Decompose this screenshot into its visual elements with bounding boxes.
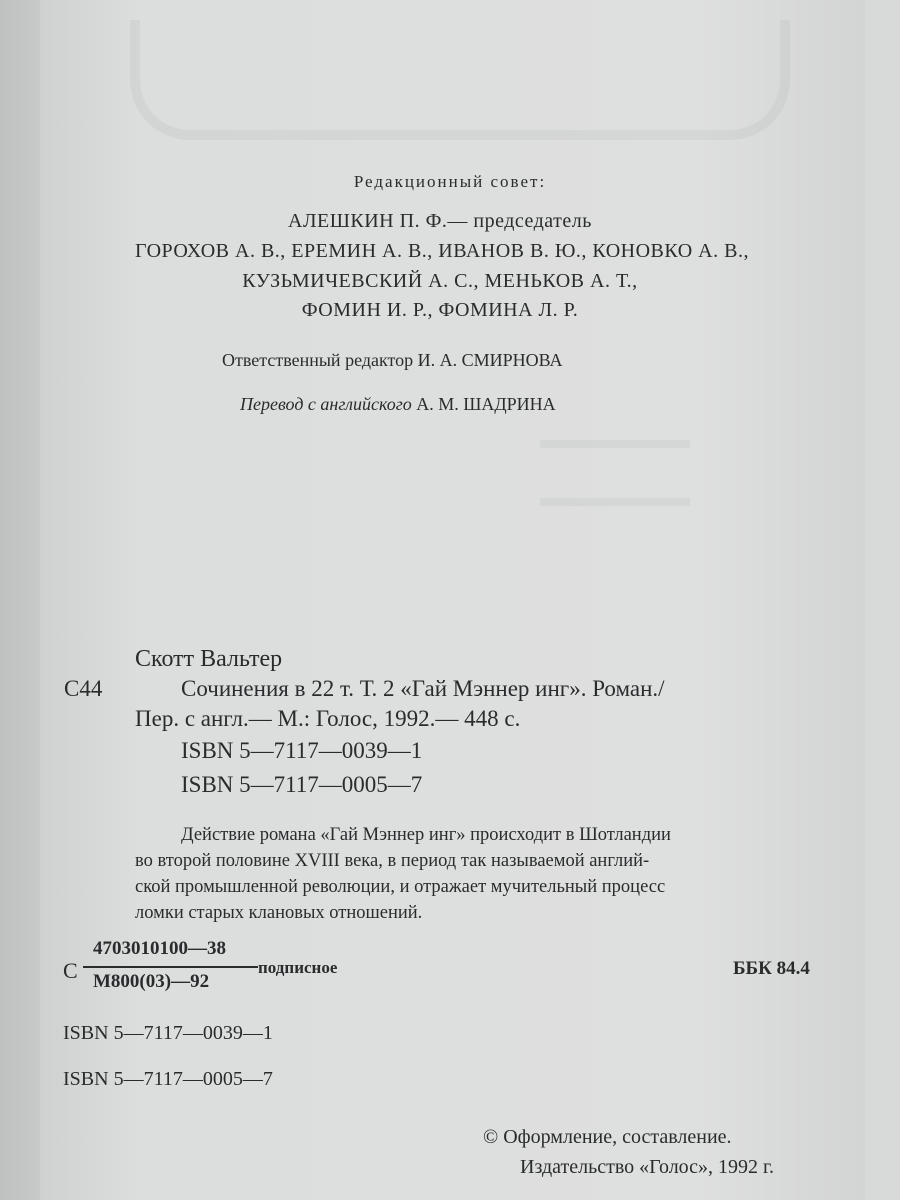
bottom-isbn-1: ISBN 5—7117—0039—1 bbox=[63, 1022, 273, 1044]
fraction-bar bbox=[83, 966, 258, 968]
editor-label: Ответственный редактор bbox=[222, 350, 414, 370]
annotation-line-3: ской промышленной революции, и отражает мучительный процесс bbox=[135, 877, 666, 897]
index-denominator: М800(03)—92 bbox=[93, 971, 210, 992]
annotation-line-2: во второй половине XVIII века, в период так называемой англий- bbox=[135, 851, 650, 871]
subscription-note: подписное bbox=[258, 958, 338, 977]
council-chair: АЛЕШКИН П. Ф.— председатель bbox=[288, 210, 592, 232]
show-through-shape bbox=[540, 440, 690, 506]
editor-name: И. А. СМИРНОВА bbox=[417, 350, 563, 370]
annotation-line-4: ломки старых клановых отношений. bbox=[135, 903, 423, 923]
bbk-code: ББК 84.4 bbox=[733, 958, 810, 979]
translator bbox=[240, 394, 556, 415]
catalog-line-2: Пер. с англ.— М.: Голос, 1992.— 448 с. bbox=[135, 706, 521, 731]
council-members-line-1: ГОРОХОВ А. В., ЕРЕМИН А. В., ИВАНОВ В. Ю., КОНОВКО А. В., bbox=[135, 240, 749, 262]
translator-name: А. М. ШАДРИНА bbox=[416, 394, 556, 414]
copyright-line-1 bbox=[483, 1126, 732, 1149]
bottom-isbn-2: ISBN 5—7117—0005—7 bbox=[63, 1068, 273, 1090]
show-through-shape bbox=[130, 20, 790, 140]
translation-label: Перевод с английского bbox=[240, 394, 412, 414]
copyright-line-2: Издательство «Голос», 1992 г. bbox=[520, 1156, 775, 1178]
council-members-line-3: ФОМИН И. Р., ФОМИНА Л. Р. bbox=[301, 299, 579, 321]
catalog-author: Скотт Вальтер bbox=[135, 646, 283, 672]
catalog-isbn-1: ISBN 5—7117—0039—1 bbox=[181, 738, 423, 763]
catalog-line-1: Сочинения в 22 т. Т. 2 «Гай Мэннер инг». Роман./ bbox=[181, 676, 665, 701]
index-letter: С bbox=[63, 958, 78, 983]
copyright-symbol: © bbox=[483, 1126, 499, 1148]
index-numerator: 4703010100—38 bbox=[93, 938, 226, 959]
responsible-editor bbox=[222, 350, 563, 371]
council-members-line-2: КУЗЬМИЧЕВСКИЙ А. С., МЕНЬКОВ А. Т., bbox=[242, 270, 638, 292]
copyright-text-1: Оформление, составление. bbox=[503, 1126, 732, 1148]
catalog-code: С44 bbox=[64, 676, 103, 701]
annotation-line-1: Действие романа «Гай Мэннер инг» происходит в Шотландии bbox=[181, 825, 671, 845]
index-fraction bbox=[83, 936, 258, 1000]
council-title: Редакционный совет: bbox=[353, 172, 547, 191]
catalog-isbn-2: ISBN 5—7117—0005—7 bbox=[181, 772, 423, 797]
